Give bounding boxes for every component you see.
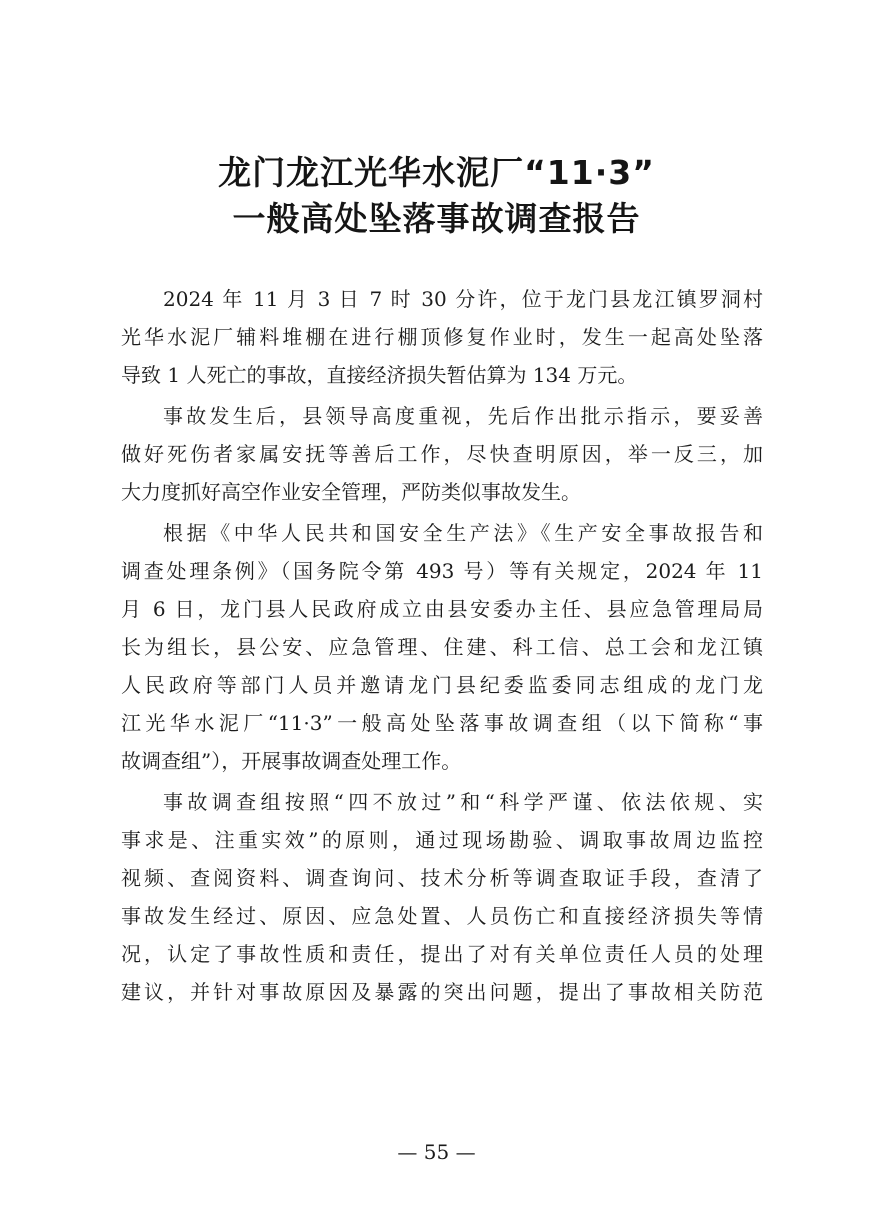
page-number: — 55 — bbox=[397, 1140, 476, 1164]
text-line: 长为组长，县公安、应急管理、住建、科工信、总工会和龙江镇 bbox=[121, 635, 763, 659]
title-line-1: 龙门龙江光华水泥厂“11·3” bbox=[218, 153, 655, 192]
text-line: 况，认定了事故性质和责任，提出了对有关单位责任人员的处理 bbox=[121, 942, 763, 966]
paragraph-investigation-team bbox=[121, 514, 763, 780]
paragraph-accident-summary bbox=[121, 280, 763, 394]
text-line: 事故调查组按照“四不放过”和“科学严谨、依法依规、实 bbox=[163, 790, 763, 814]
document-title bbox=[0, 150, 873, 242]
text-line: 江光华水泥厂“11·3”一般高处坠落事故调查组（以下简称“事 bbox=[121, 711, 763, 735]
paragraph-leadership-response bbox=[121, 397, 763, 511]
text-line: 2024 年 11 月 3 日 7 时 30 分许，位于龙门县龙江镇罗洞村 bbox=[163, 287, 763, 311]
text-line: 做好死伤者家属安抚等善后工作，尽快查明原因，举一反三，加 bbox=[121, 442, 763, 466]
text-line: 光华水泥厂辅料堆棚在进行棚顶修复作业时，发生一起高处坠落 bbox=[121, 325, 763, 349]
text-line: 导致 1 人死亡的事故，直接经济损失暂估算为 134 万元。 bbox=[121, 363, 638, 387]
text-line: 人民政府等部门人员并邀请龙门县纪委监委同志组成的龙门龙 bbox=[121, 673, 763, 697]
text-line: 事求是、注重实效”的原则，通过现场勘验、调取事故周边监控 bbox=[121, 828, 763, 852]
text-line: 月 6 日，龙门县人民政府成立由县安委办主任、县应急管理局局 bbox=[121, 597, 763, 621]
text-line: 建议，并针对事故原因及暴露的突出问题，提出了事故相关防范 bbox=[121, 980, 763, 1004]
text-line: 根据《中华人民共和国安全生产法》《生产安全事故报告和 bbox=[163, 521, 763, 545]
text-line: 事故发生经过、原因、应急处置、人员伤亡和直接经济损失等情 bbox=[121, 904, 763, 928]
text-line: 故调查组”），开展事故调查处理工作。 bbox=[121, 749, 462, 773]
paragraph-investigation-principles bbox=[121, 783, 763, 1011]
text-line: 事故发生后，县领导高度重视，先后作出批示指示，要妥善 bbox=[163, 404, 763, 428]
text-line: 大力度抓好高空作业安全管理，严防类似事故发生。 bbox=[121, 480, 581, 504]
title-line-2: 一般高处坠落事故调查报告 bbox=[232, 199, 641, 238]
text-line: 视频、查阅资料、调查询问、技术分析等调查取证手段，查清了 bbox=[121, 866, 763, 890]
report-body bbox=[121, 280, 763, 1014]
text-line: 调查处理条例》（国务院令第 493 号）等有关规定，2024 年 11 bbox=[121, 559, 763, 583]
